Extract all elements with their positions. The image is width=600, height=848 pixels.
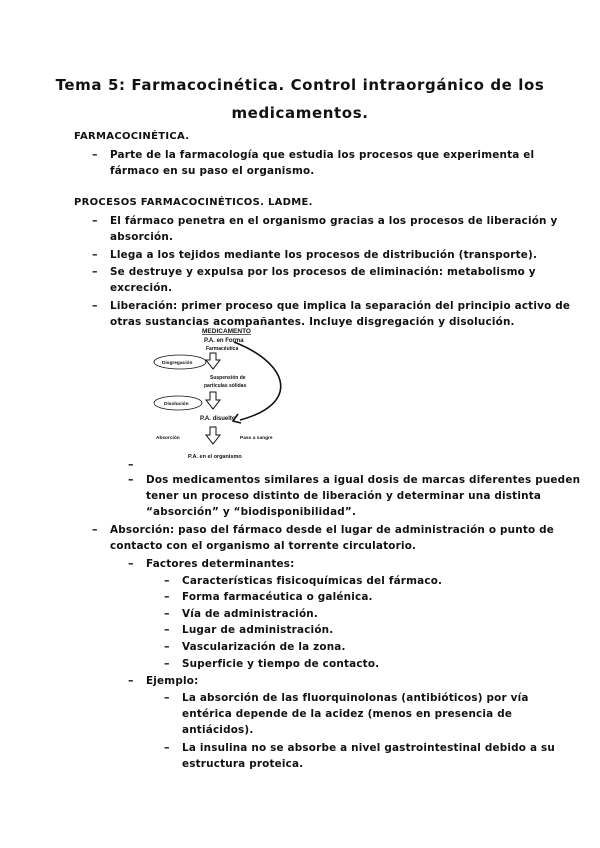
s2-b3-line1: Se destruye y expulsa por los procesos de eliminación: metabolismo y	[110, 266, 536, 278]
bullet-dash: –	[92, 248, 98, 261]
bullet-dash: –	[128, 674, 134, 687]
diagram-organismo: P.A. en el organismo	[188, 454, 242, 460]
bullet-dash: –	[92, 265, 98, 278]
bullet-dash: –	[164, 741, 170, 754]
s2-b1-line1: El fármaco penetra en el organismo gracias a los procesos de liberación y	[110, 215, 558, 227]
ej1-line3: antiácidos).	[182, 724, 254, 736]
bullet-dash: –	[164, 574, 170, 587]
s3-sub1-line1: Dos medicamentos similares a igual dosis de marcas diferentes pueden	[146, 474, 581, 486]
diagram-disgregacion: Disgregación	[162, 361, 193, 366]
down-arrow-icon	[206, 353, 220, 369]
s2-b2-line1: Llega a los tejidos mediante los procesos de distribución (transporte).	[110, 249, 538, 261]
bullet-dash: –	[92, 214, 98, 227]
bullet-dash: –	[92, 148, 98, 161]
factor-item: Forma farmacéutica o galénica.	[182, 591, 373, 603]
s2-b4-line1: Liberación: primer proceso que implica la separación del principio activo de	[110, 300, 571, 312]
heading-procesos: PROCESOS FARMACOCINÉTICOS. LADME.	[74, 197, 313, 208]
s1-b1-line1: Parte de la farmacología que estudia los procesos que experimenta el	[110, 149, 535, 161]
bullet-dash: –	[164, 607, 170, 620]
diagram-disolucion: Disolución	[164, 402, 189, 407]
bullet-dash: –	[128, 458, 134, 471]
bullet-dash: –	[164, 623, 170, 636]
bullet-dash: –	[128, 557, 134, 570]
diagram-suspension-2: partículas sólidas	[204, 383, 247, 389]
bullet-dash: –	[92, 523, 98, 536]
bullet-dash: –	[92, 299, 98, 312]
s2-b4-line2: otras sustancias acompañantes. Incluye disgregación y disolución.	[110, 316, 515, 328]
ejemplo-heading: Ejemplo:	[146, 675, 199, 687]
diagram-pa-forma-1: P.A. en Forma	[204, 338, 244, 344]
s2-b1-line2: absorción.	[110, 231, 174, 243]
s3-abs-line1: Absorción: paso del fármaco desde el lugar de administración o punto de	[110, 524, 555, 536]
factor-item: Vascularización de la zona.	[182, 641, 346, 653]
diagram-pa-forma-2: Farmacéutica	[206, 346, 239, 352]
bullet-dash: –	[164, 691, 170, 704]
bullet-dash: –	[164, 590, 170, 603]
factor-item: Vía de administración.	[182, 608, 319, 620]
ej2-line1: La insulina no se absorbe a nivel gastrointestinal debido a su	[182, 742, 555, 754]
diagram-suspension-1: Suspensión de	[210, 375, 246, 381]
bullet-dash: –	[128, 473, 134, 486]
factores-heading: Factores determinantes:	[146, 558, 295, 570]
liberation-diagram	[140, 324, 340, 472]
title-line-1: Tema 5: Farmacocinética. Control intraorgánico de los	[55, 76, 545, 94]
s2-b3-line2: excreción.	[110, 282, 173, 294]
factor-item: Lugar de administración.	[182, 624, 334, 636]
s3-sub1-line2: tener un proceso distinto de liberación y determinar una distinta	[146, 490, 542, 502]
down-arrow-icon	[206, 427, 220, 444]
diagram-disuelto: P.A. disuelto	[200, 416, 236, 422]
bullet-dash: –	[164, 640, 170, 653]
diagram-heading: MEDICAMENTO	[202, 328, 251, 335]
title-line-2: medicamentos.	[231, 104, 369, 122]
s3-abs-line2: contacto con el organismo al torrente circulatorio.	[110, 540, 417, 552]
diagram-absorcion: Absorción	[156, 436, 180, 441]
s1-b1-line2: fármaco en su paso el organismo.	[110, 165, 315, 177]
factor-item: Características fisicoquímicas del fármaco.	[182, 575, 443, 587]
ej1-line1: La absorción de las fluorquinolonas (antibióticos) por vía	[182, 692, 529, 704]
down-arrow-icon	[206, 392, 220, 409]
ej1-line2: entérica depende de la acidez (menos en presencia de	[182, 708, 513, 720]
diagram-paso-sangre: Paso a sangre	[240, 436, 273, 441]
heading-farmacocinetica: FARMACOCINÉTICA.	[74, 131, 190, 142]
s3-sub1-line3: “absorción” y “biodisponibilidad”.	[146, 506, 357, 518]
bullet-dash: –	[164, 657, 170, 670]
factor-item: Superficie y tiempo de contacto.	[182, 658, 380, 670]
ej2-line2: estructura proteica.	[182, 758, 304, 770]
